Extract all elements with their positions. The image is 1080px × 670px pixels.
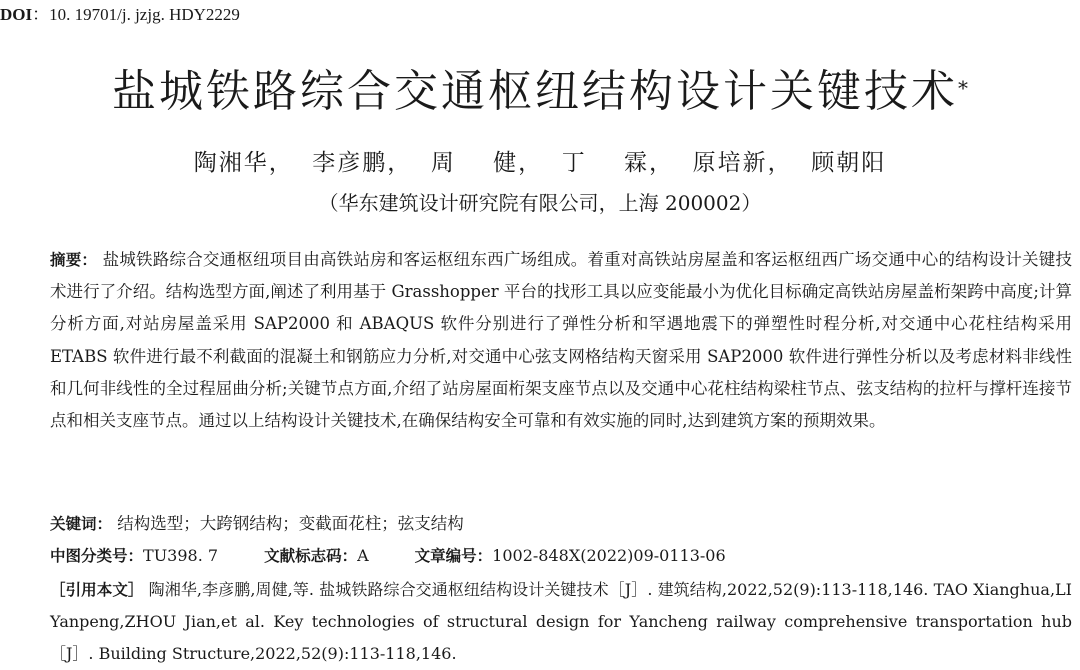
article-no-label: 文章编号： (414, 547, 493, 565)
doi-line (0, 4, 240, 26)
affiliation: （华东建筑设计研究院有限公司，上海 200002） (318, 191, 762, 215)
abstract-text: 盐城铁路综合交通枢纽项目由高铁站房和客运枢纽东西广场组成。着重对高铁站房屋盖和客运枢纽西广场交通中心的结构设计关键技术进行了介绍。结构选型方面,阐述了利用基于 Grasshopper 平台的找形工具以应变能最小为优化目标确定高铁站房屋盖桁架跨中高度;计算分析方面,对站房屋盖采用 SAP2000 和 ABAQUS 软件分别进行了弹性分析和罕遇地震下的弹塑性时程分析,对交通中心花柱结构采用 ETABS 软件进行最不利截面的混凝土和钢筋应力分析,对交通中心弦支网格结构天窗采用 SAP2000 软件进行弹性分析以及考虑材料非线性和几何非线性的全过程屈曲分析;关键节点方面,介绍了站房屋面桁架支座节点以及交通中心花柱结构梁柱节点、弦支结构的拉杆与撑杆连接节点和相关支座节点。通过以上结构设计关键技术,在确保结构安全可靠和有效实施的同时,达到建筑方案的预期效果。 (50, 250, 1072, 431)
title-footnote-mark: * (958, 76, 968, 100)
keywords-label: 关键词： (50, 515, 113, 533)
doc-code-value: A (357, 546, 369, 565)
article-number (415, 546, 726, 565)
author-list: 陶湘华， 李彦鹏， 周 健， 丁 霖， 原培新， 顾朝阳 (193, 150, 887, 176)
abstract-label: 摘要： (50, 251, 98, 269)
paper-title (0, 62, 1080, 122)
document-code (264, 546, 369, 565)
clc-label: 中图分类号： (50, 547, 144, 565)
keywords (50, 509, 1072, 539)
abstract (50, 244, 1072, 437)
article-no-value: 1002-848X(2022)09-0113-06 (492, 546, 726, 565)
doc-code-label: 文献标志码： (264, 547, 358, 565)
paper-title-text: 盐城铁路综合交通枢纽结构设计关键技术 (112, 66, 958, 117)
clc-number (50, 546, 218, 565)
classification-line (50, 541, 1072, 571)
doi-value: ：10. 19701/j. jzjg. HDY2229 (32, 5, 240, 24)
citation-text: 陶湘华,李彦鹏,周健,等. 盐城铁路综合交通枢纽结构设计关键技术［J］. 建筑结构,2022,52(9):113-118,146. TAO Xianghua,LI Yanpeng,ZHOU Jian,et al. Key technologies of structural design for Yancheng railway comprehensive transportation hub［J］. Building Structure,2022,52(9):113-118,146. (50, 580, 1072, 663)
clc-value: TU398. 7 (143, 546, 219, 565)
citation (50, 574, 1072, 670)
citation-label: ［引用本文］ (50, 581, 144, 599)
keywords-text: 结构选型；大跨钢结构；变截面花柱；弦支结构 (112, 514, 464, 533)
doi-label: DOI (0, 5, 33, 24)
